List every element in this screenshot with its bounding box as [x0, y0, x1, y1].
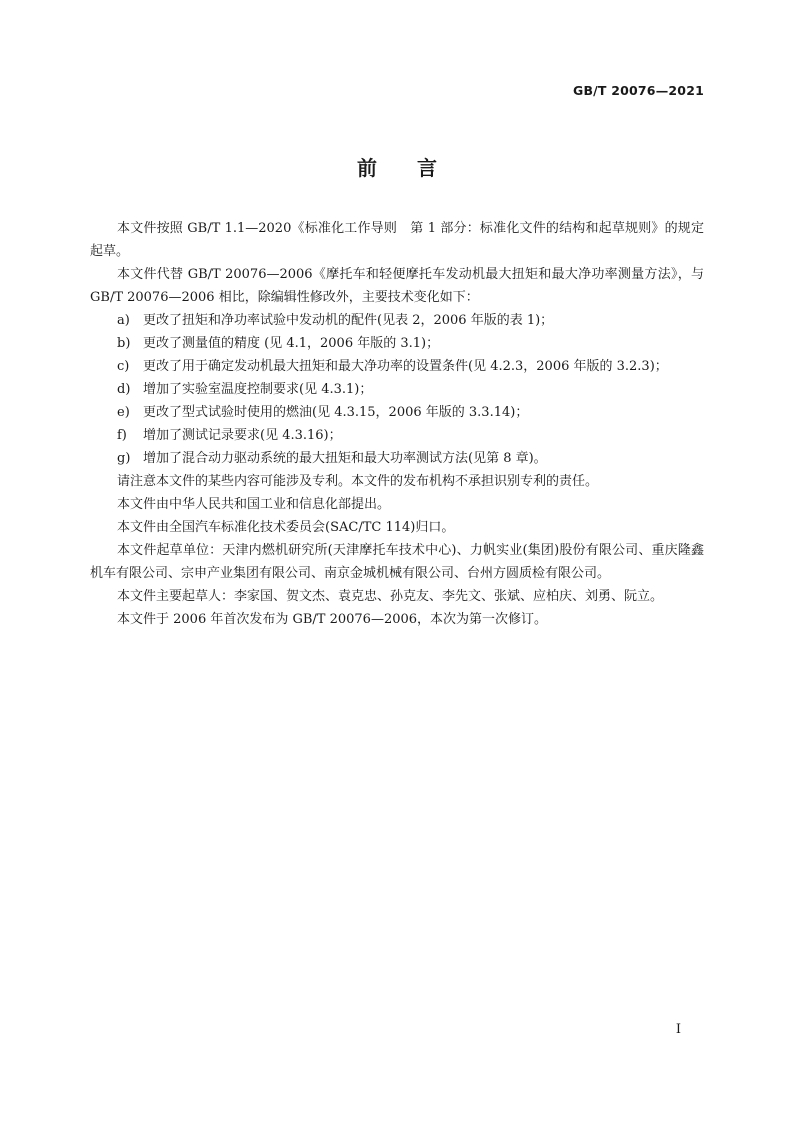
paragraph-drafting-units: 本文件起草单位：天津内燃机研究所(天津摩托车技术中心)、力帆实业(集团)股份有限公司、重庆隆鑫机车有限公司、宗申产业集团有限公司、南京金城机械有限公司、台州方圆质检有限公司。 — [90, 543, 704, 581]
page-title — [0, 152, 794, 181]
list-marker: b) — [117, 336, 131, 351]
page-number: I — [675, 1022, 681, 1037]
change-item — [90, 401, 704, 424]
paragraph-drafting-rules: 本文件按照 GB/T 1.1—2020《标准化工作导则 第 1 部分：标准化文件的结构和起草规则》的规定起草。 — [90, 221, 704, 259]
paragraph-history: 本文件于 2006 年首次发布为 GB/T 20076—2006，本次为第一次修订。 — [117, 612, 548, 627]
change-item — [90, 424, 704, 447]
paragraph-replaces: 本文件代替 GB/T 20076—2006《摩托车和轻便摩托车发动机最大扭矩和最大净功率测量方法》，与 GB/T 20076—2006 相比，除编辑性修改外，主要技术变化如下： — [90, 267, 704, 305]
list-item-text: 更改了型式试验时使用的燃油(见 4.3.15，2006 年版的 3.3.14)； — [143, 405, 529, 420]
title-char-2: 言 — [417, 156, 437, 180]
list-marker: f) — [117, 428, 127, 443]
list-marker: c) — [117, 359, 130, 374]
standard-code: GB/T 20076—2021 — [572, 83, 704, 98]
change-item — [90, 447, 704, 470]
list-item-text: 增加了混合动力驱动系统的最大扭矩和最大功率测试方法(见第 8 章)。 — [143, 451, 547, 466]
list-marker: e) — [117, 405, 130, 420]
foreword-body — [90, 217, 704, 631]
change-item — [90, 332, 704, 355]
paragraph-under-jurisdiction: 本文件由全国汽车标准化技术委员会(SAC/TC 114)归口。 — [117, 520, 455, 535]
list-item-text: 增加了实验室温度控制要求(见 4.3.1)； — [143, 382, 373, 397]
change-item — [90, 378, 704, 401]
paragraph-drafters: 本文件主要起草人：李家国、贺文杰、袁克忠、孙克友、李先文、张斌、应柏庆、刘勇、阮立。 — [117, 589, 664, 604]
change-item — [90, 309, 704, 332]
paragraph-proposed-by: 本文件由中华人民共和国工业和信息化部提出。 — [117, 497, 391, 512]
paragraph-patent-notice: 请注意本文件的某些内容可能涉及专利。本文件的发布机构不承担识别专利的责任。 — [117, 474, 599, 489]
list-item-text: 更改了扭矩和净功率试验中发动机的配件(见表 2，2006 年版的表 1)； — [143, 313, 554, 328]
list-marker: g) — [117, 451, 131, 466]
change-item — [90, 355, 704, 378]
list-marker: a) — [117, 313, 130, 328]
title-char-1: 前 — [357, 156, 377, 180]
list-item-text: 增加了测试记录要求(见 4.3.16)； — [143, 428, 342, 443]
list-item-text: 更改了用于确定发动机最大扭矩和最大净功率的设置条件(见 4.2.3，2006 年版的 3.2.3)； — [143, 359, 668, 374]
list-item-text: 更改了测量值的精度 (见 4.1，2006 年版的 3.1)； — [143, 336, 440, 351]
list-marker: d) — [117, 382, 131, 397]
